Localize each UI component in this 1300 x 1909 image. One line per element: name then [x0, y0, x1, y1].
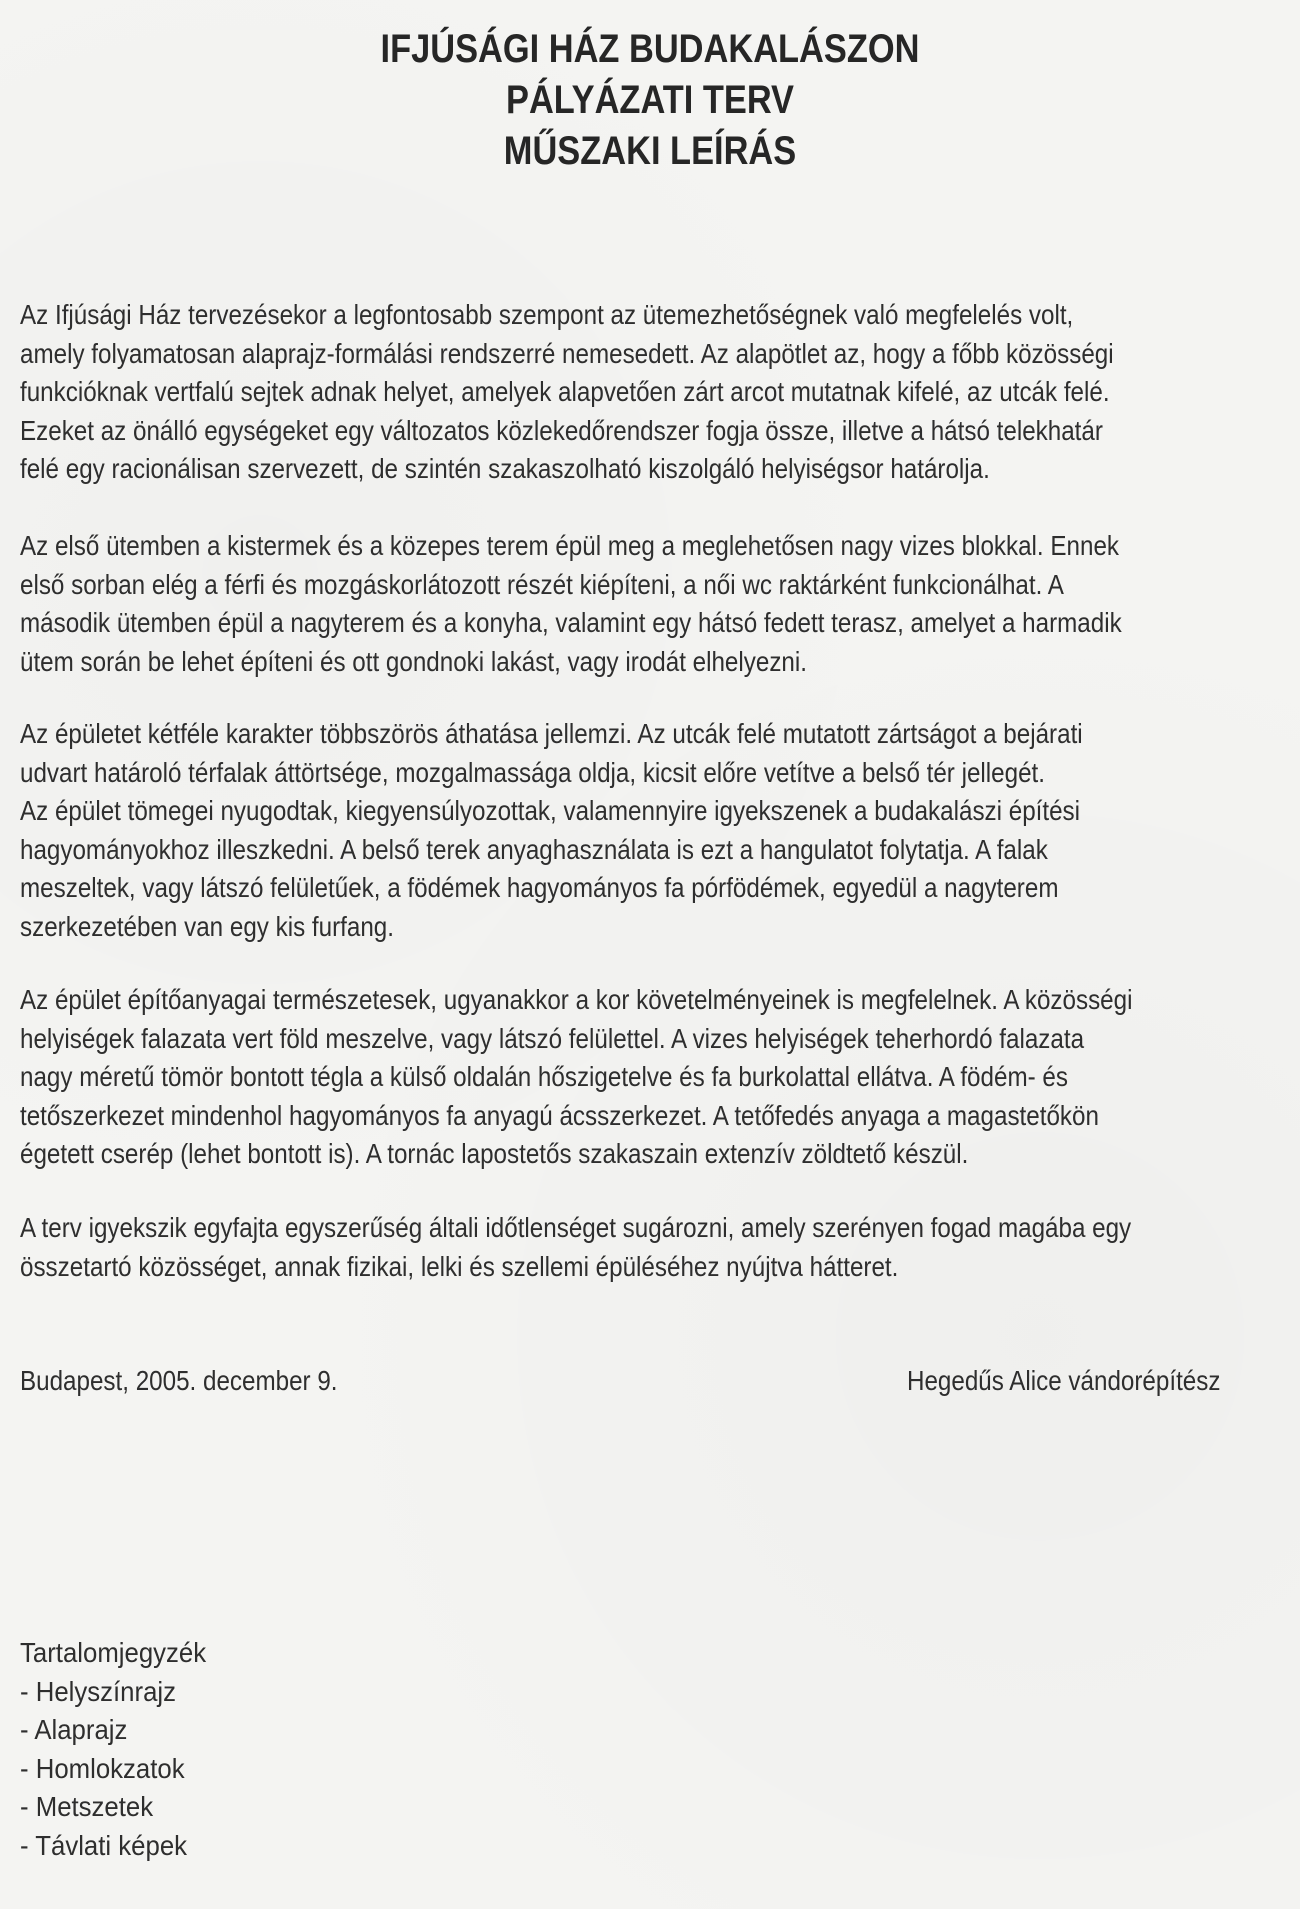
text-line: nagy méretű tömör bontott tégla a külső oldalán hőszigetelve és fa burkolattal ellátva. A födém- és [20, 1061, 1068, 1092]
text-line: felé egy racionálisan szervezett, de szintén szakaszolható kiszolgáló helyiségsor határolja. [20, 453, 990, 484]
paragraph-phasing [20, 527, 1182, 681]
text-line: Az első ütemben a kistermek és a közepes terem épül meg a meglehetősen nagy vizes blokkal. Ennek [20, 530, 1120, 561]
text-line: Az épület tömegei nyugodtak, kiegyensúlyozottak, valamennyire igyekszenek a budakalászi építési [20, 795, 1081, 826]
text-line: második ütemben épül a nagyterem és a konyha, valamint egy hátsó fedett terasz, amelyet a harmadik [20, 607, 1122, 638]
text-line: udvart határoló térfalak áttörtsége, mozgalmassága oldja, kicsit előre vetítve a belső tér jellegét. [20, 756, 1046, 788]
text-line: összetartó közösséget, annak fizikai, lelki és szellemi épüléséhez nyújtva hátteret. [20, 1250, 899, 1282]
toc-item-perspectives: - Távlati képek [20, 1829, 188, 1861]
text-line: helyiségek falazata vert föld meszelve, vagy látszó felülettel. A vizes helyiségek teherhordó falazata [20, 1022, 1085, 1054]
paragraph-character [20, 715, 1182, 946]
text-line: Az épület építőanyagai természetesek, ugyanakkor a kor követelményeinek is megfelelnek. A közösségi [20, 984, 1133, 1015]
text-line: hagyományokhoz illeszkedni. A belső terek anyaghasználata is ezt a hangulatot folytatja. A falak [20, 833, 1048, 865]
toc-item-site-plan: - Helyszínrajz [20, 1675, 177, 1707]
text-line: szerkezetében van egy kis furfang. [20, 910, 394, 942]
title-line-plan-type: PÁLYÁZATI TERV [506, 78, 794, 122]
text-line: amely folyamatosan alaprajz-formálási rendszerré nemesedett. Az alapötlet az, hogy a főbb közösségi [20, 337, 1114, 369]
table-of-contents [20, 1634, 206, 1865]
toc-item-floor-plan: - Alaprajz [20, 1714, 128, 1745]
text-line: meszeltek, vagy látszó felületűek, a födémek hagyományos fa pórfödémek, egyedül a nagyterem [20, 872, 1059, 903]
paragraph-concept [20, 296, 1182, 489]
text-line: Az Ifjúsági Ház tervezésekor a legfontosabb szempont az ütemezhetőségnek való megfelelés volt, [20, 299, 1074, 330]
text-line: ütem során be lehet építeni és ott gondnoki lakást, vagy irodát elhelyezni. [20, 645, 807, 677]
text-line: tetőszerkezet mindenhol hagyományos fa anyagú ácsszerkezet. A tetőfedés anyaga a magastetőkön [20, 1099, 1099, 1131]
text-line: A terv igyekszik egyfajta egyszerűség általi időtlenséget sugározni, amely szerényen fogad magába egy [20, 1212, 1132, 1243]
toc-item-sections: - Metszetek [20, 1791, 154, 1822]
toc-item-elevations: - Homlokzatok [20, 1752, 185, 1784]
title-line-project: IFJÚSÁGI HÁZ BUDAKALÁSZON [380, 27, 920, 71]
paragraph-materials [20, 981, 1182, 1174]
text-line: Ezeket az önálló egységeket egy változatos közlekedőrendszer fogja össze, illetve a hátsó telekhatár [20, 414, 1103, 446]
title-line-description: MŰSZAKI LEÍRÁS [503, 129, 797, 173]
text-line: Az épületet kétféle karakter többszörös áthatása jellemzi. Az utcák felé mutatott zártságot a bejárati [20, 718, 1083, 749]
toc-heading: Tartalomjegyzék [20, 1637, 207, 1668]
paragraph-closing [20, 1209, 1182, 1286]
document-title [91, 24, 1209, 177]
author-signature: Hegedűs Alice vándorépítész [907, 1365, 1221, 1396]
text-line: funkcióknak vertfalú sejtek adnak helyet, amelyek alapvetően zárt arcot mutatnak kifelé, az utcák felé. [20, 376, 1110, 407]
place-and-date: Budapest, 2005. december 9. [20, 1365, 338, 1396]
text-line: első sorban elég a férfi és mozgáskorlátozott részét kiépíteni, a női wc raktárként funkcionálhat. A [20, 568, 1064, 600]
text-line: égetett cserép (lehet bontott is). A tornác lapostetős szakaszain extenzív zöldtető készül. [20, 1138, 969, 1169]
